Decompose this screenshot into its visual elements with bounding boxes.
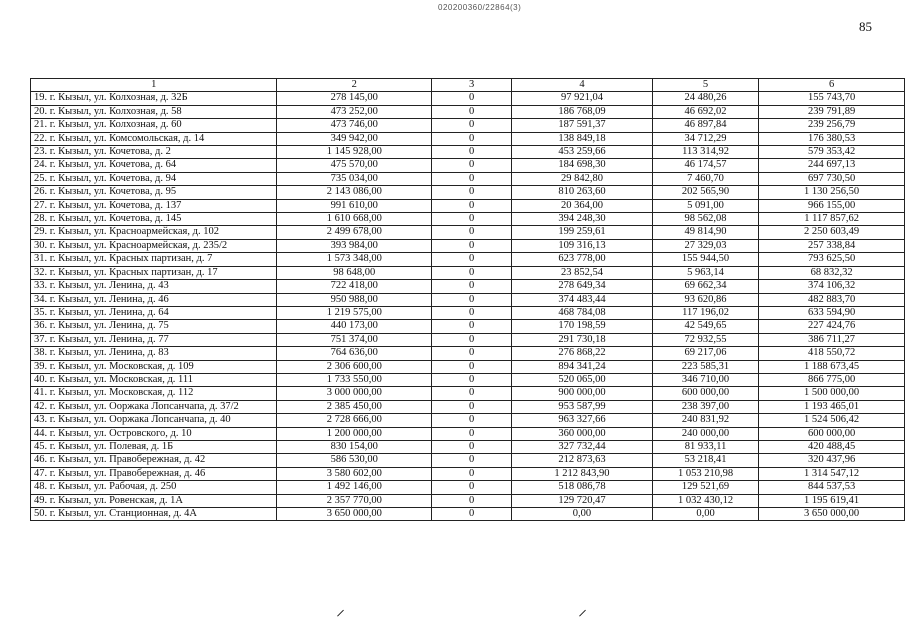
table-row bbox=[31, 239, 905, 252]
value-cell: 579 353,42 bbox=[759, 146, 905, 159]
page-number: 85 bbox=[859, 19, 872, 34]
value-cell: 27 329,03 bbox=[652, 239, 758, 252]
value-cell: 212 873,63 bbox=[512, 454, 653, 467]
value-cell: 520 065,00 bbox=[512, 373, 653, 386]
table-row bbox=[31, 280, 905, 293]
address-cell: 23. г. Кызыл, ул. Кочетова, д. 2 bbox=[31, 146, 277, 159]
handwritten-mark: ⸝ bbox=[336, 599, 345, 619]
value-cell: 327 732,44 bbox=[512, 440, 653, 453]
value-cell: 346 710,00 bbox=[652, 373, 758, 386]
value-cell: 2 385 450,00 bbox=[277, 400, 432, 413]
value-cell: 0 bbox=[432, 347, 512, 360]
value-cell: 257 338,84 bbox=[759, 239, 905, 252]
value-cell: 393 984,00 bbox=[277, 239, 432, 252]
value-cell: 0,00 bbox=[652, 508, 758, 521]
value-cell: 1 524 506,42 bbox=[759, 414, 905, 427]
value-cell: 155 944,50 bbox=[652, 253, 758, 266]
address-cell: 33. г. Кызыл, ул. Ленина, д. 43 bbox=[31, 280, 277, 293]
value-cell: 1 314 547,12 bbox=[759, 467, 905, 480]
value-cell: 0 bbox=[432, 373, 512, 386]
value-cell: 244 697,13 bbox=[759, 159, 905, 172]
value-cell: 1 053 210,98 bbox=[652, 467, 758, 480]
value-cell: 3 650 000,00 bbox=[277, 508, 432, 521]
address-cell: 26. г. Кызыл, ул. Кочетова, д. 95 bbox=[31, 186, 277, 199]
value-cell: 1 500 000,00 bbox=[759, 387, 905, 400]
address-cell: 29. г. Кызыл, ул. Красноармейская, д. 102 bbox=[31, 226, 277, 239]
value-cell: 0 bbox=[432, 226, 512, 239]
table-row bbox=[31, 400, 905, 413]
table-row bbox=[31, 266, 905, 279]
value-cell: 46 897,84 bbox=[652, 119, 758, 132]
value-cell: 751 374,00 bbox=[277, 333, 432, 346]
value-cell: 0 bbox=[432, 172, 512, 185]
address-cell: 20. г. Кызыл, ул. Колхозная, д. 58 bbox=[31, 105, 277, 118]
value-cell: 186 768,09 bbox=[512, 105, 653, 118]
value-cell: 1 195 619,41 bbox=[759, 494, 905, 507]
value-cell: 0 bbox=[432, 280, 512, 293]
value-cell: 117 196,02 bbox=[652, 306, 758, 319]
table-row bbox=[31, 186, 905, 199]
address-cell: 34. г. Кызыл, ул. Ленина, д. 46 bbox=[31, 293, 277, 306]
value-cell: 170 198,59 bbox=[512, 320, 653, 333]
table-row bbox=[31, 494, 905, 507]
value-cell: 68 832,32 bbox=[759, 266, 905, 279]
address-cell: 48. г. Кызыл, ул. Рабочая, д. 250 bbox=[31, 481, 277, 494]
address-cell: 27. г. Кызыл, ул. Кочетова, д. 137 bbox=[31, 199, 277, 212]
value-cell: 1 130 256,50 bbox=[759, 186, 905, 199]
value-cell: 1 492 146,00 bbox=[277, 481, 432, 494]
value-cell: 0 bbox=[432, 387, 512, 400]
table-row bbox=[31, 132, 905, 145]
value-cell: 5 963,14 bbox=[652, 266, 758, 279]
value-cell: 2 143 086,00 bbox=[277, 186, 432, 199]
value-cell: 0 bbox=[432, 159, 512, 172]
value-cell: 7 460,70 bbox=[652, 172, 758, 185]
value-cell: 866 775,00 bbox=[759, 373, 905, 386]
value-cell: 0 bbox=[432, 414, 512, 427]
table-row bbox=[31, 306, 905, 319]
value-cell: 735 034,00 bbox=[277, 172, 432, 185]
value-cell: 42 549,65 bbox=[652, 320, 758, 333]
value-cell: 623 778,00 bbox=[512, 253, 653, 266]
table-row bbox=[31, 467, 905, 480]
value-cell: 697 730,50 bbox=[759, 172, 905, 185]
value-cell: 374 106,32 bbox=[759, 280, 905, 293]
value-cell: 138 849,18 bbox=[512, 132, 653, 145]
value-cell: 1 032 430,12 bbox=[652, 494, 758, 507]
value-cell: 199 259,61 bbox=[512, 226, 653, 239]
value-cell: 963 327,66 bbox=[512, 414, 653, 427]
value-cell: 0 bbox=[432, 306, 512, 319]
value-cell: 386 711,27 bbox=[759, 333, 905, 346]
value-cell: 600 000,00 bbox=[652, 387, 758, 400]
value-cell: 155 743,70 bbox=[759, 92, 905, 105]
value-cell: 129 521,69 bbox=[652, 481, 758, 494]
column-header: 3 bbox=[432, 79, 512, 92]
value-cell: 0 bbox=[432, 213, 512, 226]
address-cell: 36. г. Кызыл, ул. Ленина, д. 75 bbox=[31, 320, 277, 333]
value-cell: 0,00 bbox=[512, 508, 653, 521]
table-row bbox=[31, 440, 905, 453]
value-cell: 0 bbox=[432, 199, 512, 212]
address-cell: 30. г. Кызыл, ул. Красноармейская, д. 235/2 bbox=[31, 239, 277, 252]
table-row bbox=[31, 253, 905, 266]
address-cell: 21. г. Кызыл, ул. Колхозная, д. 60 bbox=[31, 119, 277, 132]
value-cell: 1 193 465,01 bbox=[759, 400, 905, 413]
column-header: 4 bbox=[512, 79, 653, 92]
value-cell: 24 480,26 bbox=[652, 92, 758, 105]
value-cell: 0 bbox=[432, 467, 512, 480]
table-body bbox=[31, 92, 905, 521]
value-cell: 0 bbox=[432, 440, 512, 453]
value-cell: 3 000 000,00 bbox=[277, 387, 432, 400]
value-cell: 278 145,00 bbox=[277, 92, 432, 105]
value-cell: 586 530,00 bbox=[277, 454, 432, 467]
value-cell: 239 256,79 bbox=[759, 119, 905, 132]
table-row bbox=[31, 159, 905, 172]
address-cell: 43. г. Кызыл, ул. Ооржака Лопсанчапа, д. 40 bbox=[31, 414, 277, 427]
table-row bbox=[31, 414, 905, 427]
value-cell: 2 357 770,00 bbox=[277, 494, 432, 507]
value-cell: 1 733 550,00 bbox=[277, 373, 432, 386]
value-cell: 227 424,76 bbox=[759, 320, 905, 333]
address-cell: 39. г. Кызыл, ул. Московская, д. 109 bbox=[31, 360, 277, 373]
value-cell: 810 263,60 bbox=[512, 186, 653, 199]
value-cell: 239 791,89 bbox=[759, 105, 905, 118]
table-row bbox=[31, 146, 905, 159]
value-cell: 72 932,55 bbox=[652, 333, 758, 346]
value-cell: 0 bbox=[432, 92, 512, 105]
column-header: 2 bbox=[277, 79, 432, 92]
table-row bbox=[31, 373, 905, 386]
address-cell: 50. г. Кызыл, ул. Станционная, д. 4А bbox=[31, 508, 277, 521]
value-cell: 473 252,00 bbox=[277, 105, 432, 118]
value-cell: 360 000,00 bbox=[512, 427, 653, 440]
value-cell: 482 883,70 bbox=[759, 293, 905, 306]
value-cell: 1 219 575,00 bbox=[277, 306, 432, 319]
value-cell: 953 587,99 bbox=[512, 400, 653, 413]
address-cell: 35. г. Кызыл, ул. Ленина, д. 64 bbox=[31, 306, 277, 319]
value-cell: 518 086,78 bbox=[512, 481, 653, 494]
value-cell: 320 437,96 bbox=[759, 454, 905, 467]
value-cell: 34 712,29 bbox=[652, 132, 758, 145]
table-row bbox=[31, 293, 905, 306]
value-cell: 0 bbox=[432, 508, 512, 521]
value-cell: 98 648,00 bbox=[277, 266, 432, 279]
value-cell: 98 562,08 bbox=[652, 213, 758, 226]
address-cell: 45. г. Кызыл, ул. Полевая, д. 1Б bbox=[31, 440, 277, 453]
value-cell: 0 bbox=[432, 132, 512, 145]
value-cell: 113 314,92 bbox=[652, 146, 758, 159]
value-cell: 276 868,22 bbox=[512, 347, 653, 360]
address-cell: 28. г. Кызыл, ул. Кочетова, д. 145 bbox=[31, 213, 277, 226]
value-cell: 184 698,30 bbox=[512, 159, 653, 172]
value-cell: 3 650 000,00 bbox=[759, 508, 905, 521]
column-header: 6 bbox=[759, 79, 905, 92]
table-row bbox=[31, 213, 905, 226]
value-cell: 950 988,00 bbox=[277, 293, 432, 306]
address-cell: 38. г. Кызыл, ул. Ленина, д. 83 bbox=[31, 347, 277, 360]
value-cell: 223 585,31 bbox=[652, 360, 758, 373]
value-cell: 20 364,00 bbox=[512, 199, 653, 212]
value-cell: 109 316,13 bbox=[512, 239, 653, 252]
value-cell: 1 188 673,45 bbox=[759, 360, 905, 373]
value-cell: 0 bbox=[432, 481, 512, 494]
value-cell: 844 537,53 bbox=[759, 481, 905, 494]
value-cell: 0 bbox=[432, 105, 512, 118]
address-cell: 47. г. Кызыл, ул. Правобережная, д. 46 bbox=[31, 467, 277, 480]
value-cell: 0 bbox=[432, 266, 512, 279]
table-row bbox=[31, 320, 905, 333]
table-row bbox=[31, 508, 905, 521]
value-cell: 1 212 843,90 bbox=[512, 467, 653, 480]
address-cell: 46. г. Кызыл, ул. Правобережная, д. 42 bbox=[31, 454, 277, 467]
value-cell: 475 570,00 bbox=[277, 159, 432, 172]
table-row bbox=[31, 172, 905, 185]
table-row bbox=[31, 481, 905, 494]
value-cell: 0 bbox=[432, 119, 512, 132]
column-header: 1 bbox=[31, 79, 277, 92]
value-cell: 991 610,00 bbox=[277, 199, 432, 212]
value-cell: 0 bbox=[432, 454, 512, 467]
address-cell: 31. г. Кызыл, ул. Красных партизан, д. 7 bbox=[31, 253, 277, 266]
value-cell: 278 649,34 bbox=[512, 280, 653, 293]
value-cell: 0 bbox=[432, 186, 512, 199]
value-cell: 93 620,86 bbox=[652, 293, 758, 306]
address-cell: 32. г. Кызыл, ул. Красных партизан, д. 17 bbox=[31, 266, 277, 279]
value-cell: 2 306 600,00 bbox=[277, 360, 432, 373]
document-stamp: 020200360/22864(3) bbox=[438, 3, 522, 12]
value-cell: 0 bbox=[432, 320, 512, 333]
table-row bbox=[31, 105, 905, 118]
address-cell: 24. г. Кызыл, ул. Кочетова, д. 64 bbox=[31, 159, 277, 172]
value-cell: 0 bbox=[432, 333, 512, 346]
value-cell: 5 091,00 bbox=[652, 199, 758, 212]
address-cell: 19. г. Кызыл, ул. Колхозная, д. 32Б bbox=[31, 92, 277, 105]
value-cell: 29 842,80 bbox=[512, 172, 653, 185]
table-row bbox=[31, 333, 905, 346]
table-row bbox=[31, 360, 905, 373]
value-cell: 418 550,72 bbox=[759, 347, 905, 360]
value-cell: 453 259,66 bbox=[512, 146, 653, 159]
value-cell: 349 942,00 bbox=[277, 132, 432, 145]
table-row bbox=[31, 226, 905, 239]
value-cell: 240 831,92 bbox=[652, 414, 758, 427]
value-cell: 23 852,54 bbox=[512, 266, 653, 279]
value-cell: 1 200 000,00 bbox=[277, 427, 432, 440]
value-cell: 240 000,00 bbox=[652, 427, 758, 440]
value-cell: 0 bbox=[432, 253, 512, 266]
address-cell: 40. г. Кызыл, ул. Московская, д. 111 bbox=[31, 373, 277, 386]
value-cell: 187 591,37 bbox=[512, 119, 653, 132]
value-cell: 374 483,44 bbox=[512, 293, 653, 306]
value-cell: 46 692,02 bbox=[652, 105, 758, 118]
table-row bbox=[31, 119, 905, 132]
value-cell: 0 bbox=[432, 494, 512, 507]
value-cell: 468 784,08 bbox=[512, 306, 653, 319]
data-table bbox=[30, 78, 905, 521]
value-cell: 69 662,34 bbox=[652, 280, 758, 293]
value-cell: 0 bbox=[432, 427, 512, 440]
value-cell: 0 bbox=[432, 146, 512, 159]
value-cell: 0 bbox=[432, 400, 512, 413]
value-cell: 2 728 666,00 bbox=[277, 414, 432, 427]
value-cell: 49 814,90 bbox=[652, 226, 758, 239]
value-cell: 473 746,00 bbox=[277, 119, 432, 132]
value-cell: 420 488,45 bbox=[759, 440, 905, 453]
value-cell: 764 636,00 bbox=[277, 347, 432, 360]
value-cell: 394 248,30 bbox=[512, 213, 653, 226]
value-cell: 53 218,41 bbox=[652, 454, 758, 467]
value-cell: 0 bbox=[432, 239, 512, 252]
value-cell: 238 397,00 bbox=[652, 400, 758, 413]
value-cell: 97 921,04 bbox=[512, 92, 653, 105]
value-cell: 633 594,90 bbox=[759, 306, 905, 319]
value-cell: 81 933,11 bbox=[652, 440, 758, 453]
value-cell: 722 418,00 bbox=[277, 280, 432, 293]
address-cell: 49. г. Кызыл, ул. Ровенская, д. 1А bbox=[31, 494, 277, 507]
value-cell: 1 145 928,00 bbox=[277, 146, 432, 159]
value-cell: 894 341,24 bbox=[512, 360, 653, 373]
value-cell: 1 573 348,00 bbox=[277, 253, 432, 266]
address-cell: 42. г. Кызыл, ул. Ооржака Лопсанчапа, д. 37/2 bbox=[31, 400, 277, 413]
value-cell: 69 217,06 bbox=[652, 347, 758, 360]
value-cell: 900 000,00 bbox=[512, 387, 653, 400]
value-cell: 600 000,00 bbox=[759, 427, 905, 440]
value-cell: 440 173,00 bbox=[277, 320, 432, 333]
table-row bbox=[31, 199, 905, 212]
value-cell: 830 154,00 bbox=[277, 440, 432, 453]
table-row bbox=[31, 454, 905, 467]
value-cell: 291 730,18 bbox=[512, 333, 653, 346]
value-cell: 2 499 678,00 bbox=[277, 226, 432, 239]
value-cell: 176 380,53 bbox=[759, 132, 905, 145]
value-cell: 2 250 603,49 bbox=[759, 226, 905, 239]
table-header-row bbox=[31, 79, 905, 92]
handwritten-mark: ⸝ bbox=[578, 599, 587, 619]
value-cell: 46 174,57 bbox=[652, 159, 758, 172]
address-cell: 22. г. Кызыл, ул. Комсомольская, д. 14 bbox=[31, 132, 277, 145]
value-cell: 202 565,90 bbox=[652, 186, 758, 199]
address-cell: 37. г. Кызыл, ул. Ленина, д. 77 bbox=[31, 333, 277, 346]
value-cell: 0 bbox=[432, 360, 512, 373]
address-cell: 44. г. Кызыл, ул. Островского, д. 10 bbox=[31, 427, 277, 440]
value-cell: 1 610 668,00 bbox=[277, 213, 432, 226]
value-cell: 1 117 857,62 bbox=[759, 213, 905, 226]
value-cell: 129 720,47 bbox=[512, 494, 653, 507]
table-row bbox=[31, 92, 905, 105]
table-row bbox=[31, 387, 905, 400]
column-header: 5 bbox=[652, 79, 758, 92]
address-cell: 41. г. Кызыл, ул. Московская, д. 112 bbox=[31, 387, 277, 400]
address-cell: 25. г. Кызыл, ул. Кочетова, д. 94 bbox=[31, 172, 277, 185]
value-cell: 966 155,00 bbox=[759, 199, 905, 212]
value-cell: 793 625,50 bbox=[759, 253, 905, 266]
table-row bbox=[31, 347, 905, 360]
table-row bbox=[31, 427, 905, 440]
value-cell: 3 580 602,00 bbox=[277, 467, 432, 480]
value-cell: 0 bbox=[432, 293, 512, 306]
